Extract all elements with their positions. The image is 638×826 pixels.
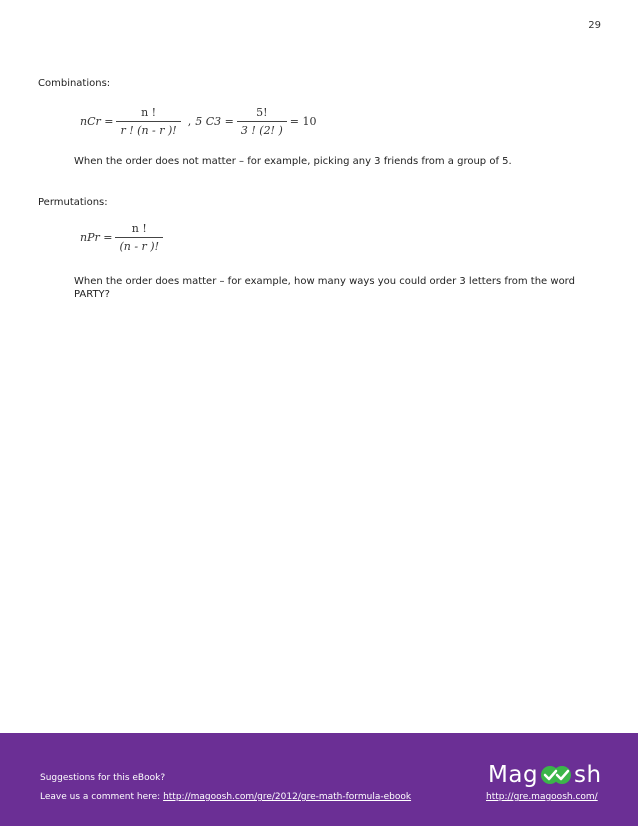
- checkmark-icon: [539, 764, 573, 786]
- example-result: = 10: [289, 115, 317, 128]
- combinations-fraction: [116, 106, 180, 137]
- combinations-heading: Combinations:: [38, 78, 111, 89]
- footer-comment-link[interactable]: http://magoosh.com/gre/2012/gre-math-formula-ebook: [163, 792, 412, 802]
- logo-text-start: Mag: [488, 762, 539, 788]
- example-denominator: 3 ! (2! ): [237, 121, 287, 137]
- footer-banner: [0, 733, 638, 826]
- footer-comment-prefix: Leave us a comment here:: [40, 792, 164, 802]
- logo-text-end: sh: [574, 762, 602, 788]
- permutations-numerator: n !: [131, 222, 147, 235]
- permutations-fraction: [115, 222, 163, 253]
- combinations-formula: [80, 106, 317, 137]
- permutations-denominator: (n - r )!: [115, 237, 163, 253]
- magoosh-logo[interactable]: [488, 761, 602, 789]
- combinations-lhs: nCr =: [80, 115, 114, 128]
- combinations-description: When the order does not matter – for example, picking any 3 friends from a group of 5.: [74, 156, 512, 167]
- combinations-denominator: r ! (n - r )!: [116, 121, 180, 137]
- permutations-heading: Permutations:: [38, 197, 108, 208]
- permutations-formula: [80, 222, 166, 253]
- permutations-description: When the order does matter – for example, how many ways you could order 3 letters from the word PARTY?: [74, 276, 575, 300]
- example-lhs: 5 C3 =: [195, 115, 234, 128]
- footer-comment: [40, 792, 411, 802]
- permutations-lhs: nPr =: [80, 231, 113, 244]
- footer-suggestion: Suggestions for this eBook?: [40, 773, 166, 783]
- site-link[interactable]: http://gre.magoosh.com/: [486, 792, 598, 802]
- page-number: 29: [588, 20, 601, 31]
- example-fraction: [237, 106, 287, 137]
- formula-separator: ,: [187, 115, 192, 128]
- example-numerator: 5!: [256, 106, 268, 119]
- combinations-numerator: n !: [141, 106, 157, 119]
